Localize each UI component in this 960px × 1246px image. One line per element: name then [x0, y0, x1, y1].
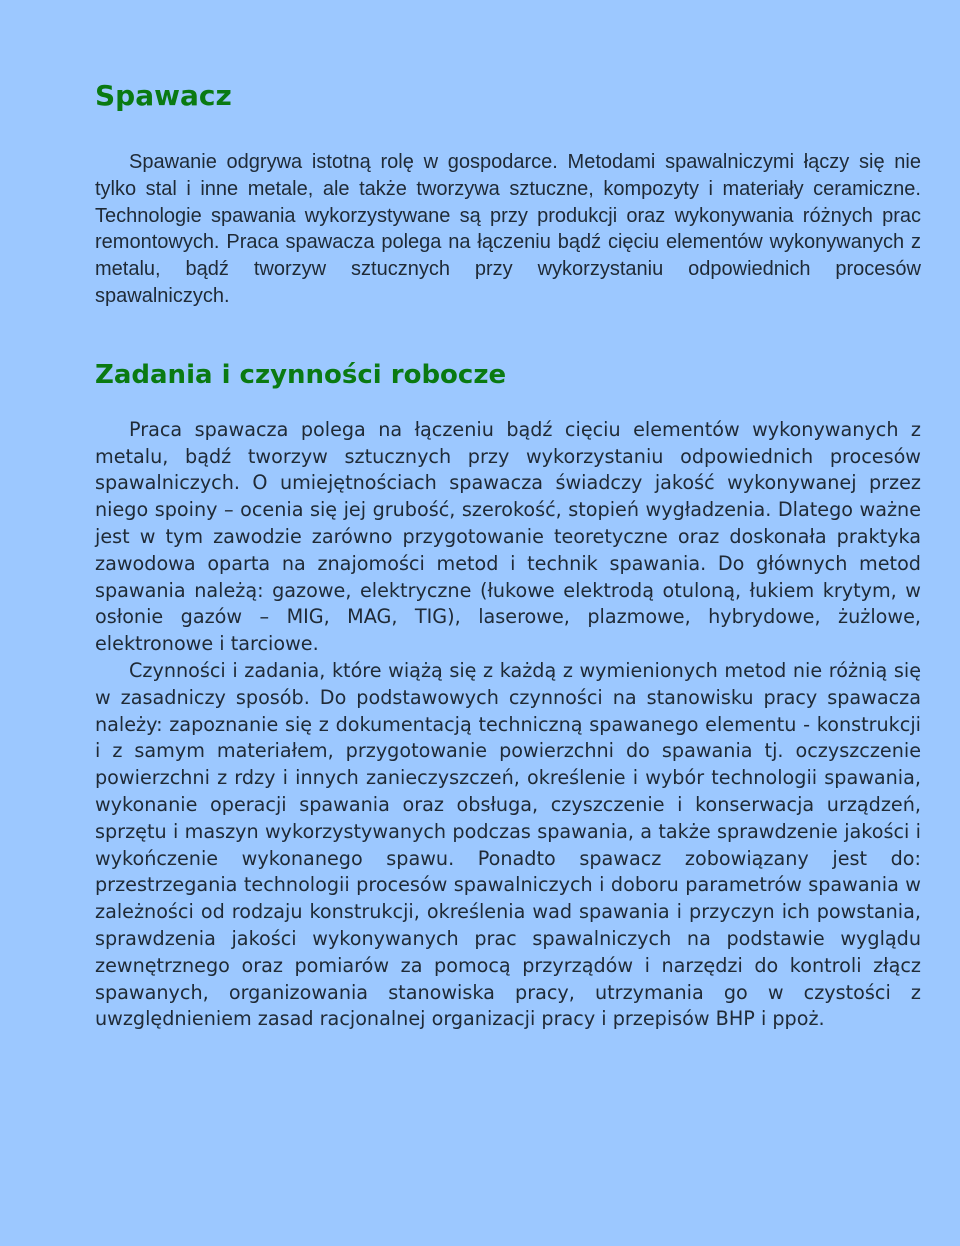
page-title: Spawacz — [95, 79, 232, 112]
section-heading: Zadania i czynności robocze — [95, 359, 507, 390]
tasks-paragraph-1: Praca spawacza polega na łączeniu bądź cięciu elementów wykonywanych z metalu, bądź tworzyw sztucznych przy wykorzystaniu odpowiednich procesów spawalniczych. O umiejętnościach spawacza świadczy jakość wykonywanej przez niego spoiny – ocenia się jej grubość, szerokość, stopień wygładzenia. Dlatego ważne jest w tym zawodzie zarówno przygotowanie teoretyczne oraz doskonała praktyka zawodowa oparta na znajomości metod i technik spawania. Do głównych metod spawania należą: gazowe, elektryczne (łukowe elektrodą otuloną, łukiem krytym, w osłonie gazów – MIG, MAG, TIG), laserowe, plazmowe, hybrydowe, żużlowe, elektronowe i tarciowe. — [95, 417, 921, 656]
intro-paragraph: Spawanie odgrywa istotną rolę w gospodarce. Metodami spawalniczymi łączy się nie tylko stal i inne metale, ale także tworzywa sztuczne, kompozyty i materiały ceramiczne. Technologie spawania wykorzystywane są przy produkcji oraz wykonywania różnych prac remontowych. Praca spawacza polega na łączeniu bądź cięciu elementów wykonywanych z metalu, bądź tworzyw sztucznych przy wykorzystaniu odpowiednich procesów spawalniczych. — [95, 151, 921, 307]
tasks-paragraph-2: Czynności i zadania, które wiążą się z każdą z wymienionych metod nie różnią się w zasadniczy sposób. Do podstawowych czynności na stanowisku pracy spawacza należy: zapoznanie się z dokumentacją techniczną spawanego elementu - konstrukcji i z samym materiałem, przygotowanie powierzchni do spawania tj. oczyszczenie powierzchni z rdzy i innych zanieczyszczeń, określenie i wybór technologii spawania, wykonanie operacji spawania oraz obsługa, czyszczenie i konserwacja urządzeń, sprzętu i maszyn wykorzystywanych podczas spawania, a także sprawdzenie jakości i wykończenie wykonanego spawu. Ponadto spawacz zobowiązany jest do: przestrzegania technologii procesów spawalniczych i doboru parametrów spawania w zależności od rodzaju konstrukcji, określenia wad spawania i przyczyn ich powstania, sprawdzenia jakości wykonywanych prac spawalniczych na podstawie wyglądu zewnętrznego oraz pomiarów za pomocą przyrządów i narzędzi do kontroli złącz spawanych, organizowania stanowiska pracy, utrzymania go w czystości z uwzględnieniem zasad racjonalnej organizacji pracy i przepisów BHP i ppoż. — [95, 658, 921, 1031]
